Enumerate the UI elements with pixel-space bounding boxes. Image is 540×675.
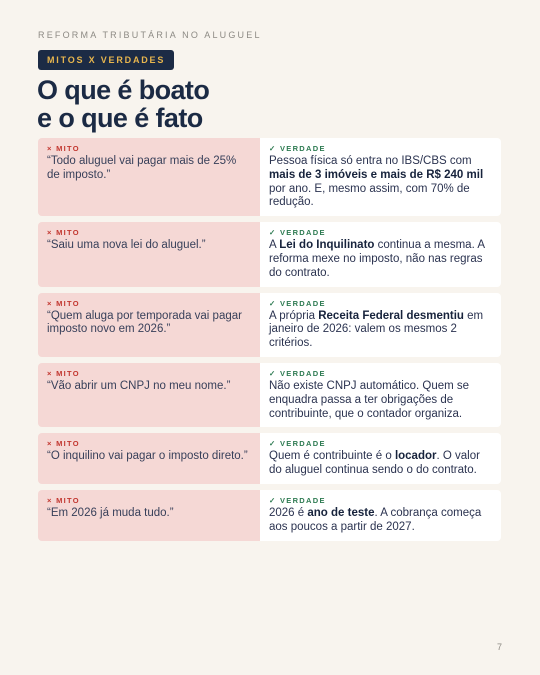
truth-highlight: Lei do Inquilinato <box>279 239 375 252</box>
page-number: 7 <box>496 642 502 652</box>
myth-truth-row <box>38 363 501 427</box>
truth-segment: 2026 é <box>269 506 308 519</box>
truth-label <box>269 496 492 506</box>
myth-text: “O inquilino vai pagar o imposto direto.” <box>47 450 248 463</box>
truth-highlight: Receita Federal desmentiu <box>318 309 464 322</box>
x-mark-icon: × <box>47 144 53 153</box>
truth-label-text: VERDADE <box>279 144 326 153</box>
title-line-1: O que é boato <box>37 75 210 105</box>
myth-truth-row <box>38 222 501 286</box>
truth-label-text: VERDADE <box>279 228 326 238</box>
myth-text: “Quem aluga por temporada vai pagar imposto novo em 2026.” <box>47 309 242 336</box>
myth-label <box>47 496 251 506</box>
truth-segment: Não existe CNPJ automático. Quem se enquadra passa a ter obrigações de contribuinte, que o contador organiza. <box>269 379 470 420</box>
myth-label-text: MITO <box>56 368 80 378</box>
check-mark-icon: ✓ <box>269 439 277 449</box>
truth-segment: A própria <box>269 309 319 322</box>
myth-card <box>38 490 260 541</box>
truth-label <box>269 439 492 449</box>
truth-segment: Pessoa física só entra no IBS/CBS com <box>269 155 472 167</box>
myth-label-text: MITO <box>56 439 80 449</box>
truth-segment: . O valor do aluguel continua sendo o do contrato. <box>269 450 480 477</box>
myth-card <box>38 222 260 286</box>
page-title <box>37 76 209 132</box>
myth-text: “Saiu uma nova lei do aluguel.” <box>47 239 206 252</box>
myth-text: “Vão abrir um CNPJ no meu nome.” <box>47 379 231 392</box>
truth-segment: continua a mesma. A reforma mexe no imposto, não nas regras do contrato. <box>269 239 485 279</box>
truth-label <box>269 299 492 309</box>
myth-label <box>47 299 251 309</box>
myth-card <box>38 433 260 484</box>
myth-text: “Todo aluguel vai pagar mais de 25% de imposto.” <box>47 155 237 181</box>
x-mark-icon: × <box>47 439 53 449</box>
myth-truth-table <box>38 138 501 547</box>
truth-text <box>269 380 492 421</box>
truth-card <box>260 293 501 357</box>
truth-segment: Quem é contribuinte é o <box>269 450 395 463</box>
x-mark-icon: × <box>47 368 53 378</box>
x-mark-icon: × <box>47 228 53 238</box>
truth-card <box>260 433 501 484</box>
truth-text <box>269 450 492 478</box>
myth-truth-row <box>38 138 501 216</box>
truth-label-text: VERDADE <box>279 298 326 308</box>
truth-segment: A <box>269 239 280 252</box>
truth-label-text: VERDADE <box>279 495 326 505</box>
check-mark-icon: ✓ <box>269 144 277 153</box>
check-mark-icon: ✓ <box>269 298 277 308</box>
myth-text: “Em 2026 já muda tudo.” <box>47 506 174 519</box>
myth-label-text: MITO <box>56 298 80 308</box>
myth-card <box>38 363 260 427</box>
myth-label <box>47 369 251 379</box>
truth-card <box>260 490 501 541</box>
myth-label-text: MITO <box>56 495 80 505</box>
myth-label <box>47 439 251 449</box>
myth-label <box>47 228 251 238</box>
truth-highlight: locador <box>394 450 437 463</box>
x-mark-icon: × <box>47 298 53 308</box>
myth-label <box>47 144 251 154</box>
check-mark-icon: ✓ <box>269 368 277 378</box>
myth-card <box>38 293 260 357</box>
x-mark-icon: × <box>47 495 53 505</box>
truth-label <box>269 369 492 379</box>
truth-text <box>269 239 492 280</box>
title-line-2: e o que é fato <box>37 103 203 133</box>
myth-card <box>38 138 260 216</box>
truth-text <box>269 155 492 210</box>
truth-card <box>260 138 501 216</box>
truth-label-text: VERDADE <box>279 368 326 378</box>
truth-segment: . A cobrança começa aos poucos a partir de 2027. <box>269 506 482 533</box>
truth-text <box>269 507 492 535</box>
truth-label-text: VERDADE <box>279 439 326 449</box>
truth-card <box>260 363 501 427</box>
myth-truth-row <box>38 293 501 357</box>
truth-text <box>269 310 492 351</box>
myth-label-text: MITO <box>56 228 80 238</box>
check-mark-icon: ✓ <box>269 495 277 505</box>
truth-label <box>269 228 492 238</box>
truth-label <box>269 144 492 154</box>
check-mark-icon: ✓ <box>269 228 277 238</box>
truth-segment: em janeiro de 2026: valem os mesmos 2 critérios. <box>269 309 484 350</box>
section-kicker: REFORMA TRIBUTÁRIA NO ALUGUEL <box>38 30 262 40</box>
truth-highlight: mais de 3 imóveis e mais de R$ 240 mil <box>269 168 484 181</box>
truth-highlight: ano de teste <box>307 506 375 519</box>
truth-segment: por ano. E, mesmo assim, com 70% de redução. <box>269 182 470 209</box>
myth-truth-row <box>38 433 501 484</box>
myth-label-text: MITO <box>56 144 80 153</box>
truth-card <box>260 222 501 286</box>
myth-truth-row <box>38 490 501 541</box>
section-tag: MITOS X VERDADES <box>38 50 174 70</box>
